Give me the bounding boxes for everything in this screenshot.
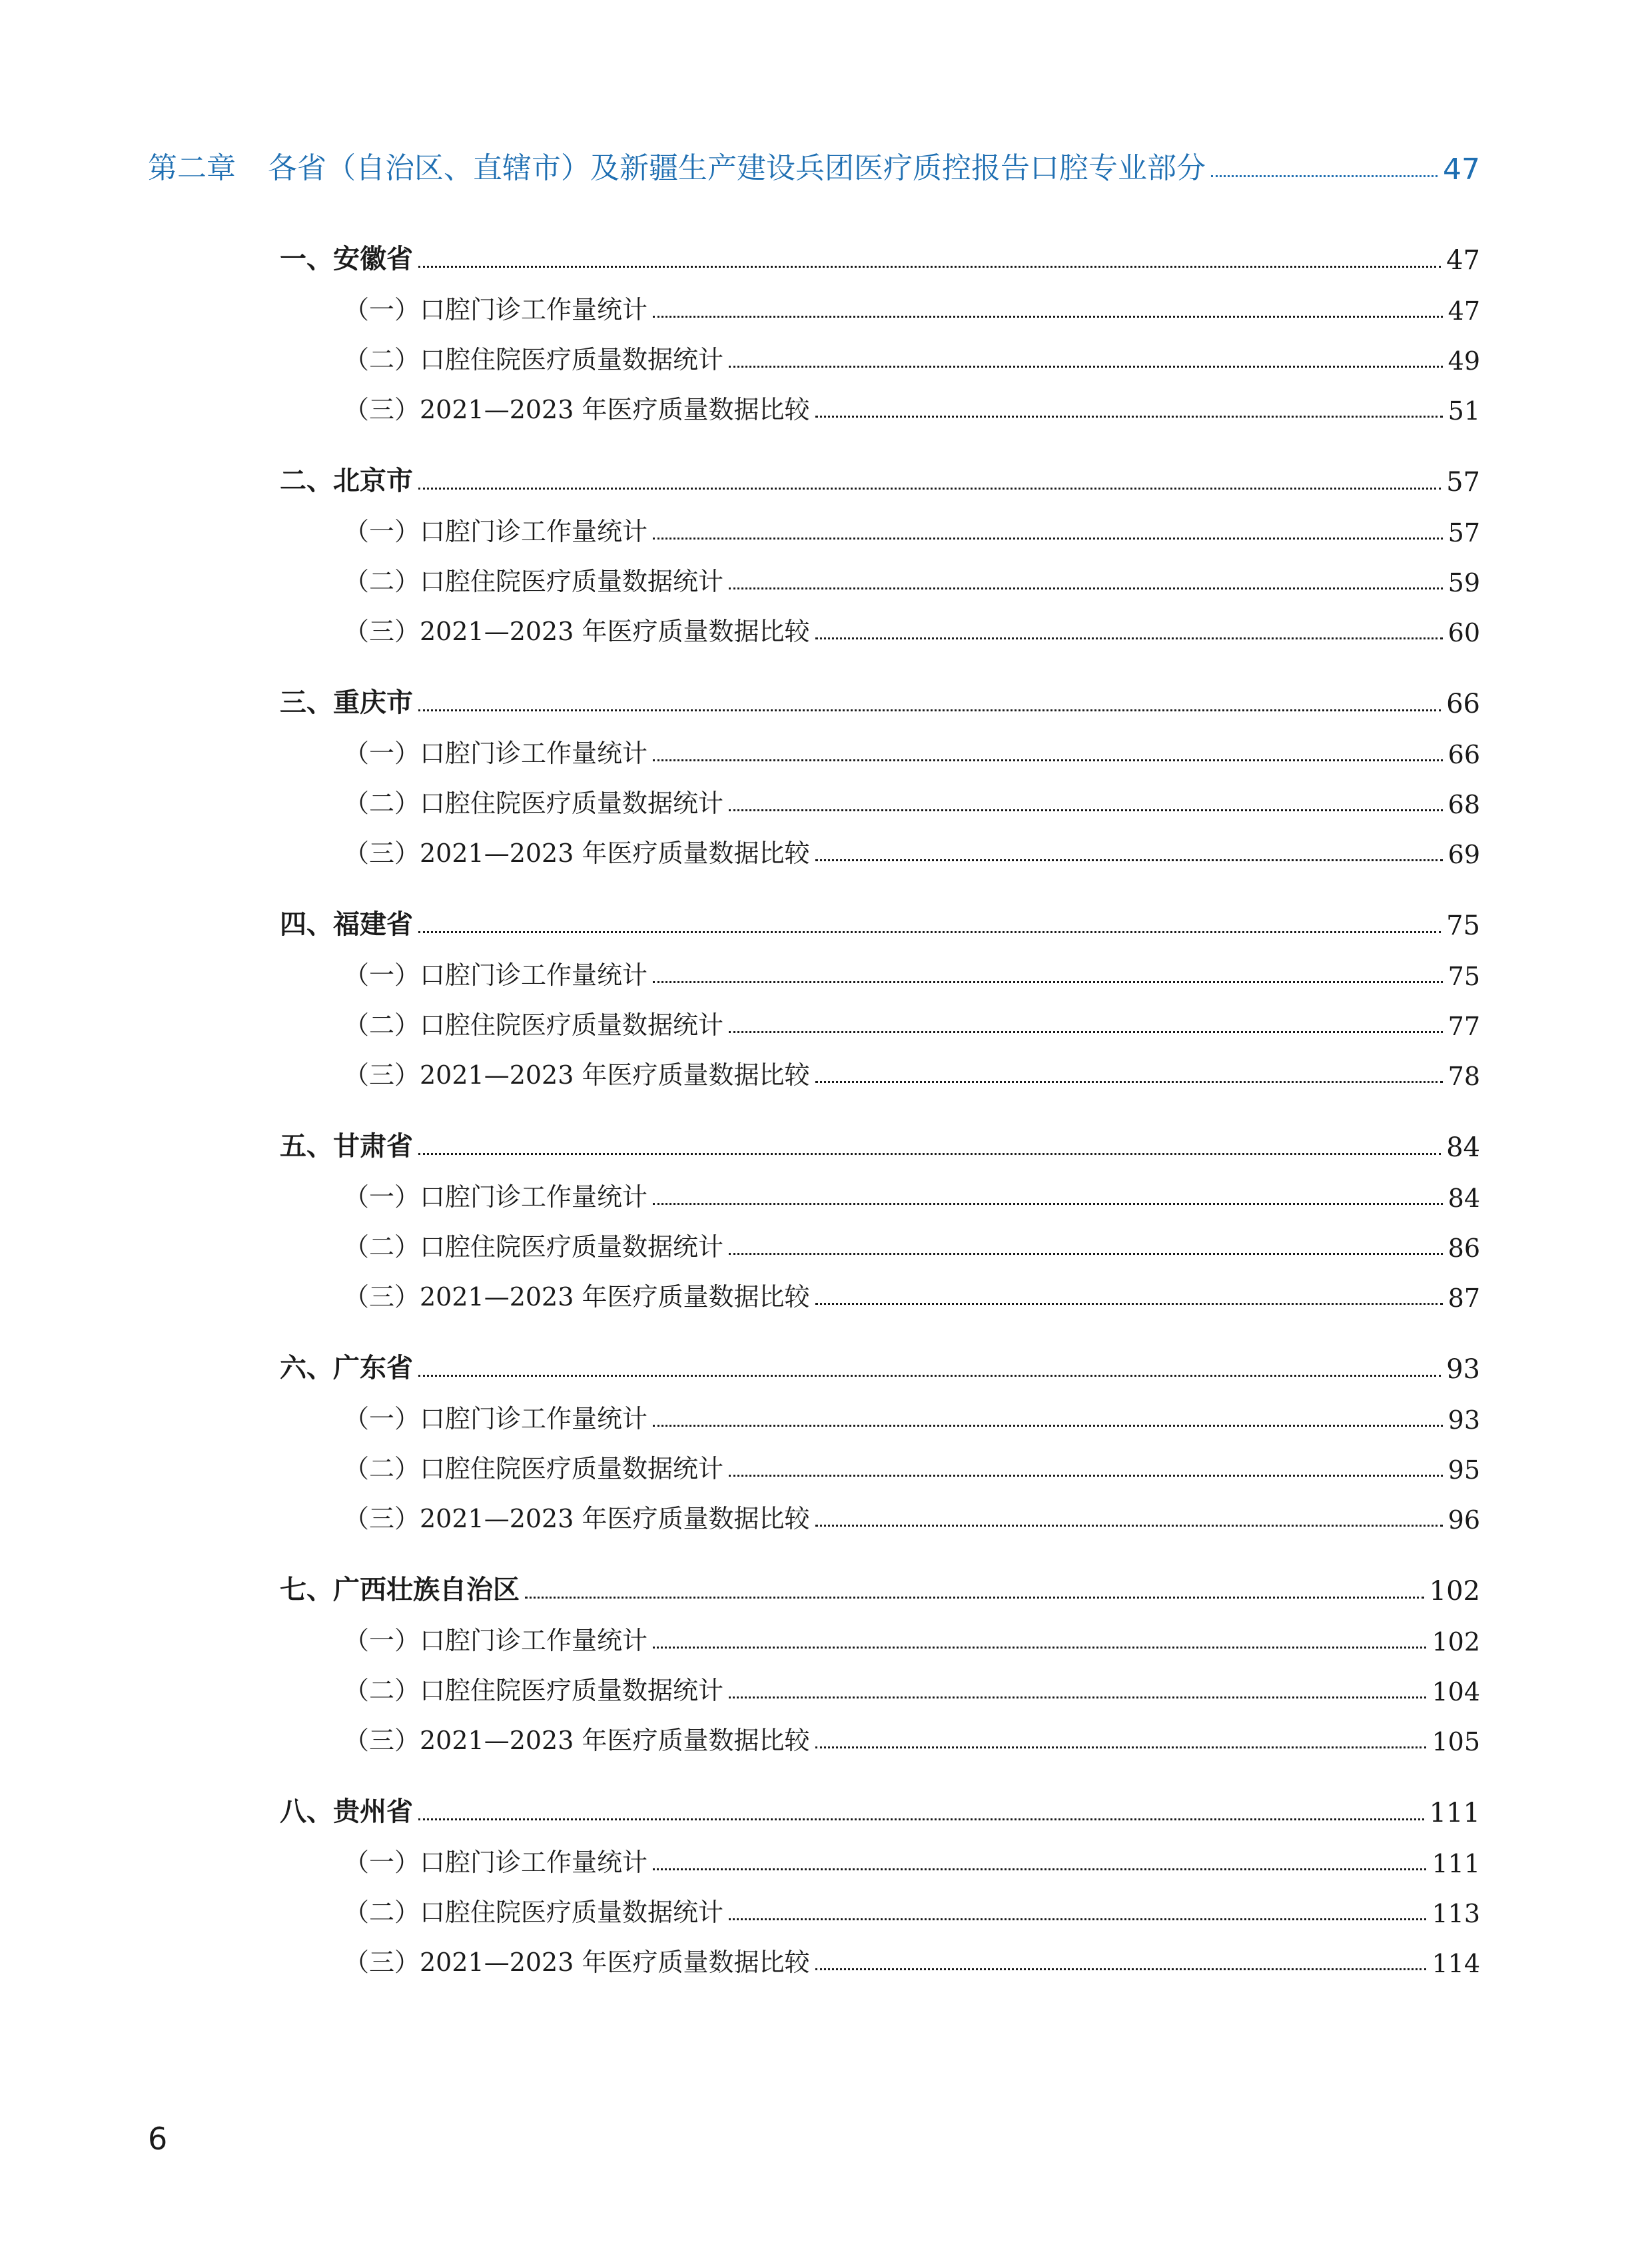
subsection-title: （二）口腔住院医疗质量数据统计 — [344, 1232, 724, 1262]
toc-subsection-entry[interactable] — [280, 548, 1480, 597]
toc-section — [280, 1772, 1480, 1978]
toc-section-entry[interactable] — [280, 442, 1480, 498]
chapter-page-number: 47 — [1443, 153, 1480, 187]
toc-subsection-entry[interactable] — [280, 1928, 1480, 1978]
subsection-title: （一）口腔门诊工作量统计 — [344, 517, 648, 546]
toc-subsection-entry[interactable] — [280, 1263, 1480, 1313]
subsection-page-number: 78 — [1447, 1062, 1480, 1091]
subsection-title: （一）口腔门诊工作量统计 — [344, 960, 648, 990]
dot-leader — [418, 1818, 1424, 1820]
toc-subsection-entry[interactable] — [280, 1828, 1480, 1878]
subsection-title: （二）口腔住院医疗质量数据统计 — [344, 1898, 724, 1927]
toc-section-entry[interactable] — [280, 885, 1480, 941]
subsection-page-number: 59 — [1447, 568, 1480, 597]
dot-leader — [653, 1203, 1443, 1205]
subsection-title: （三）2021—2023 年医疗质量数据比较 — [344, 617, 810, 646]
page-number: 6 — [148, 2121, 168, 2157]
toc-subsection-entry[interactable] — [280, 1213, 1480, 1263]
subsection-page-number: 113 — [1432, 1899, 1480, 1928]
subsection-title: （二）口腔住院医疗质量数据统计 — [344, 1676, 724, 1705]
subsection-title: （二）口腔住院医疗质量数据统计 — [344, 567, 724, 596]
subsection-page-number: 93 — [1447, 1405, 1480, 1435]
subsection-title: （三）2021—2023 年医疗质量数据比较 — [344, 1948, 810, 1977]
subsection-title: （一）口腔门诊工作量统计 — [344, 739, 648, 768]
dot-leader — [815, 1968, 1427, 1970]
toc-subsection-entry[interactable] — [280, 376, 1480, 426]
dot-leader — [653, 316, 1443, 318]
toc-section — [280, 885, 1480, 1091]
section-title: 七、广西壮族自治区 — [280, 1574, 520, 1605]
section-page-number: 75 — [1446, 911, 1480, 941]
subsection-title: （三）2021—2023 年医疗质量数据比较 — [344, 1060, 810, 1090]
subsection-page-number: 87 — [1447, 1284, 1480, 1313]
toc-subsection-entry[interactable] — [280, 1041, 1480, 1091]
toc-subsection-entry[interactable] — [280, 1435, 1480, 1485]
section-page-number: 84 — [1446, 1132, 1480, 1163]
toc-subsection-entry[interactable] — [280, 1607, 1480, 1657]
chapter-heading[interactable] — [148, 133, 1480, 187]
toc-subsection-entry[interactable] — [280, 498, 1480, 548]
toc-subsection-entry[interactable] — [280, 1706, 1480, 1756]
subsection-title: （一）口腔门诊工作量统计 — [344, 295, 648, 324]
section-title: 六、广东省 — [280, 1352, 413, 1383]
dot-leader — [418, 709, 1441, 711]
section-title: 一、安徽省 — [280, 243, 413, 274]
section-page-number: 57 — [1446, 467, 1480, 498]
subsection-title: （一）口腔门诊工作量统计 — [344, 1626, 648, 1655]
subsection-title: （二）口腔住院医疗质量数据统计 — [344, 1454, 724, 1483]
dot-leader — [525, 1597, 1424, 1599]
dot-leader — [729, 587, 1443, 589]
subsection-page-number: 104 — [1432, 1677, 1480, 1706]
toc-subsection-entry[interactable] — [280, 597, 1480, 647]
toc-subsection-entry[interactable] — [280, 1878, 1480, 1928]
subsection-title: （二）口腔住院医疗质量数据统计 — [344, 1010, 724, 1040]
toc-subsection-entry[interactable] — [280, 326, 1480, 376]
dot-leader — [815, 1746, 1427, 1748]
subsection-page-number: 51 — [1447, 396, 1480, 426]
subsection-title: （三）2021—2023 年医疗质量数据比较 — [344, 1282, 810, 1311]
dot-leader — [729, 809, 1443, 811]
subsection-title: （二）口腔住院医疗质量数据统计 — [344, 345, 724, 374]
toc-section-entry[interactable] — [280, 220, 1480, 276]
toc-subsection-entry[interactable] — [280, 769, 1480, 819]
toc-section — [280, 1551, 1480, 1756]
toc-section-entry[interactable] — [280, 1107, 1480, 1163]
subsection-page-number: 60 — [1447, 618, 1480, 647]
subsection-title: （一）口腔门诊工作量统计 — [344, 1404, 648, 1433]
subsection-page-number: 49 — [1447, 346, 1480, 376]
subsection-page-number: 77 — [1447, 1012, 1480, 1041]
subsection-title: （一）口腔门诊工作量统计 — [344, 1848, 648, 1877]
subsection-title: （三）2021—2023 年医疗质量数据比较 — [344, 839, 810, 868]
toc-section — [280, 1107, 1480, 1313]
section-title: 四、福建省 — [280, 909, 413, 940]
toc-subsection-entry[interactable] — [280, 719, 1480, 769]
toc-subsection-entry[interactable] — [280, 276, 1480, 326]
subsection-page-number: 75 — [1447, 962, 1480, 991]
subsection-page-number: 47 — [1447, 296, 1480, 326]
toc-section — [280, 220, 1480, 426]
dot-leader — [1211, 175, 1438, 177]
subsection-title: （三）2021—2023 年医疗质量数据比较 — [344, 1504, 810, 1533]
toc-section-entry[interactable] — [280, 663, 1480, 719]
subsection-title: （一）口腔门诊工作量统计 — [344, 1182, 648, 1212]
subsection-title: （二）口腔住院医疗质量数据统计 — [344, 789, 724, 818]
section-title: 二、北京市 — [280, 465, 413, 496]
dot-leader — [815, 1303, 1443, 1305]
toc-section-entry[interactable] — [280, 1551, 1480, 1607]
subsection-page-number: 111 — [1432, 1849, 1480, 1878]
toc-subsection-entry[interactable] — [280, 991, 1480, 1041]
dot-leader — [815, 859, 1443, 861]
subsection-title: （三）2021—2023 年医疗质量数据比较 — [344, 395, 810, 424]
chapter-title: 各省（自治区、直辖市）及新疆生产建设兵团医疗质控报告口腔专业部分 — [268, 151, 1206, 185]
toc-subsection-entry[interactable] — [280, 1657, 1480, 1706]
dot-leader — [729, 1253, 1443, 1255]
subsection-page-number: 69 — [1447, 840, 1480, 869]
subsection-title: （三）2021—2023 年医疗质量数据比较 — [344, 1726, 810, 1755]
section-page-number: 102 — [1429, 1576, 1480, 1607]
dot-leader — [653, 759, 1443, 761]
toc-section — [280, 1329, 1480, 1535]
subsection-page-number: 84 — [1447, 1184, 1480, 1213]
subsection-page-number: 102 — [1432, 1627, 1480, 1657]
toc-section-entry[interactable] — [280, 1329, 1480, 1385]
toc-subsection-entry[interactable] — [280, 1385, 1480, 1435]
dot-leader — [418, 1375, 1441, 1377]
subsection-page-number: 66 — [1447, 740, 1480, 769]
chapter-number: 第二章 — [148, 151, 236, 185]
dot-leader — [729, 1475, 1443, 1477]
section-page-number: 66 — [1446, 689, 1480, 719]
dot-leader — [418, 488, 1441, 490]
subsection-page-number: 86 — [1447, 1234, 1480, 1263]
dot-leader — [653, 981, 1443, 983]
subsection-page-number: 68 — [1447, 790, 1480, 819]
dot-leader — [729, 366, 1443, 368]
dot-leader — [653, 1868, 1426, 1870]
subsection-page-number: 114 — [1432, 1949, 1480, 1978]
section-page-number: 93 — [1446, 1354, 1480, 1385]
dot-leader — [653, 1647, 1426, 1649]
toc-subsection-entry[interactable] — [280, 819, 1480, 869]
dot-leader — [418, 266, 1441, 268]
section-page-number: 111 — [1429, 1798, 1480, 1828]
section-title: 三、重庆市 — [280, 687, 413, 718]
dot-leader — [815, 416, 1443, 418]
toc-section-entry[interactable] — [280, 1772, 1480, 1828]
toc-subsection-entry[interactable] — [280, 941, 1480, 991]
dot-leader — [729, 1696, 1426, 1698]
section-title: 八、贵州省 — [280, 1796, 413, 1827]
dot-leader — [653, 1425, 1443, 1427]
dot-leader — [418, 1153, 1441, 1155]
dot-leader — [418, 931, 1441, 933]
dot-leader — [729, 1918, 1426, 1920]
toc-section — [280, 663, 1480, 869]
dot-leader — [815, 637, 1443, 639]
subsection-page-number: 57 — [1447, 518, 1480, 548]
toc-subsection-entry[interactable] — [280, 1163, 1480, 1213]
toc-subsection-entry[interactable] — [280, 1485, 1480, 1535]
section-title: 五、甘肃省 — [280, 1130, 413, 1162]
dot-leader — [653, 538, 1443, 540]
dot-leader — [815, 1081, 1443, 1083]
toc-section — [280, 442, 1480, 647]
subsection-page-number: 95 — [1447, 1455, 1480, 1485]
dot-leader — [815, 1525, 1443, 1527]
dot-leader — [729, 1031, 1443, 1033]
section-page-number: 47 — [1446, 245, 1480, 276]
subsection-page-number: 105 — [1432, 1727, 1480, 1756]
table-of-contents — [280, 220, 1480, 1978]
subsection-page-number: 96 — [1447, 1505, 1480, 1535]
